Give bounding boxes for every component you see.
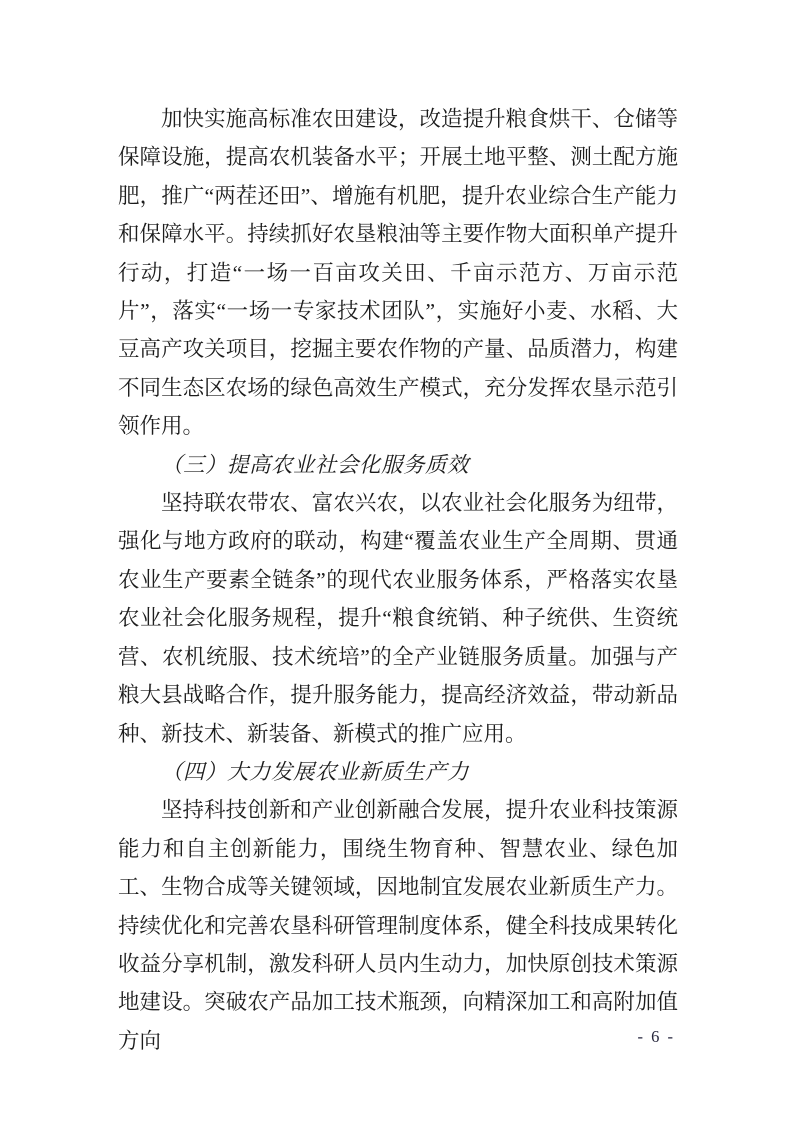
section-heading-3: （三）提高农业社会化服务质效 (161, 452, 470, 477)
body-paragraph: 坚持联农带农、富农兴农，以农业社会化服务为纽带，强化与地方政府的联动，构建“覆盖农业生产全周期、贯通农业生产要素全链条”的现代农业服务体系，严格落实农垦农业社会化服务规程，提升“粮食统销、种子统供、生资统营、农机统服、技术统培”的全产业链服务质量。加强与产粮大县战略合作，提升服务能力，提高经济效益，带动新品种、新技术、新装备、新模式的推广应用。 (118, 491, 678, 746)
section-heading-4: （四）大力发展农业新质生产力 (161, 759, 470, 784)
document-body (118, 100, 678, 1060)
page-number: - 6 - (637, 1027, 675, 1046)
body-paragraph: 坚持科技创新和产业创新融合发展，提升农业科技策源能力和自主创新能力，围绕生物育种、智慧农业、绿色加工、生物合成等关键领域，因地制宜发展农业新质生产力。持续优化和完善农垦科研管理制度体系，健全科技成果转化收益分享机制，激发科研人员内生动力，加快原创技术策源地建设。突破农产品加工技术瓶颈，向精深加工和高附加值方向 (118, 798, 678, 1053)
body-paragraph: 加快实施高标准农田建设，改造提升粮食烘干、仓储等保障设施，提高农机装备水平；开展土地平整、测土配方施肥，推广“两茬还田”、增施有机肥，提升农业综合生产能力和保障水平。持续抓好农垦粮油等主要作物大面积单产提升行动，打造“一场一百亩攻关田、千亩示范方、万亩示范片”，落实“一场一专家技术团队”，实施好小麦、水稻、大豆高产攻关项目，挖掘主要农作物的产量、品质潜力，构建不同生态区农场的绿色高效生产模式，充分发挥农垦示范引领作用。 (118, 107, 678, 439)
